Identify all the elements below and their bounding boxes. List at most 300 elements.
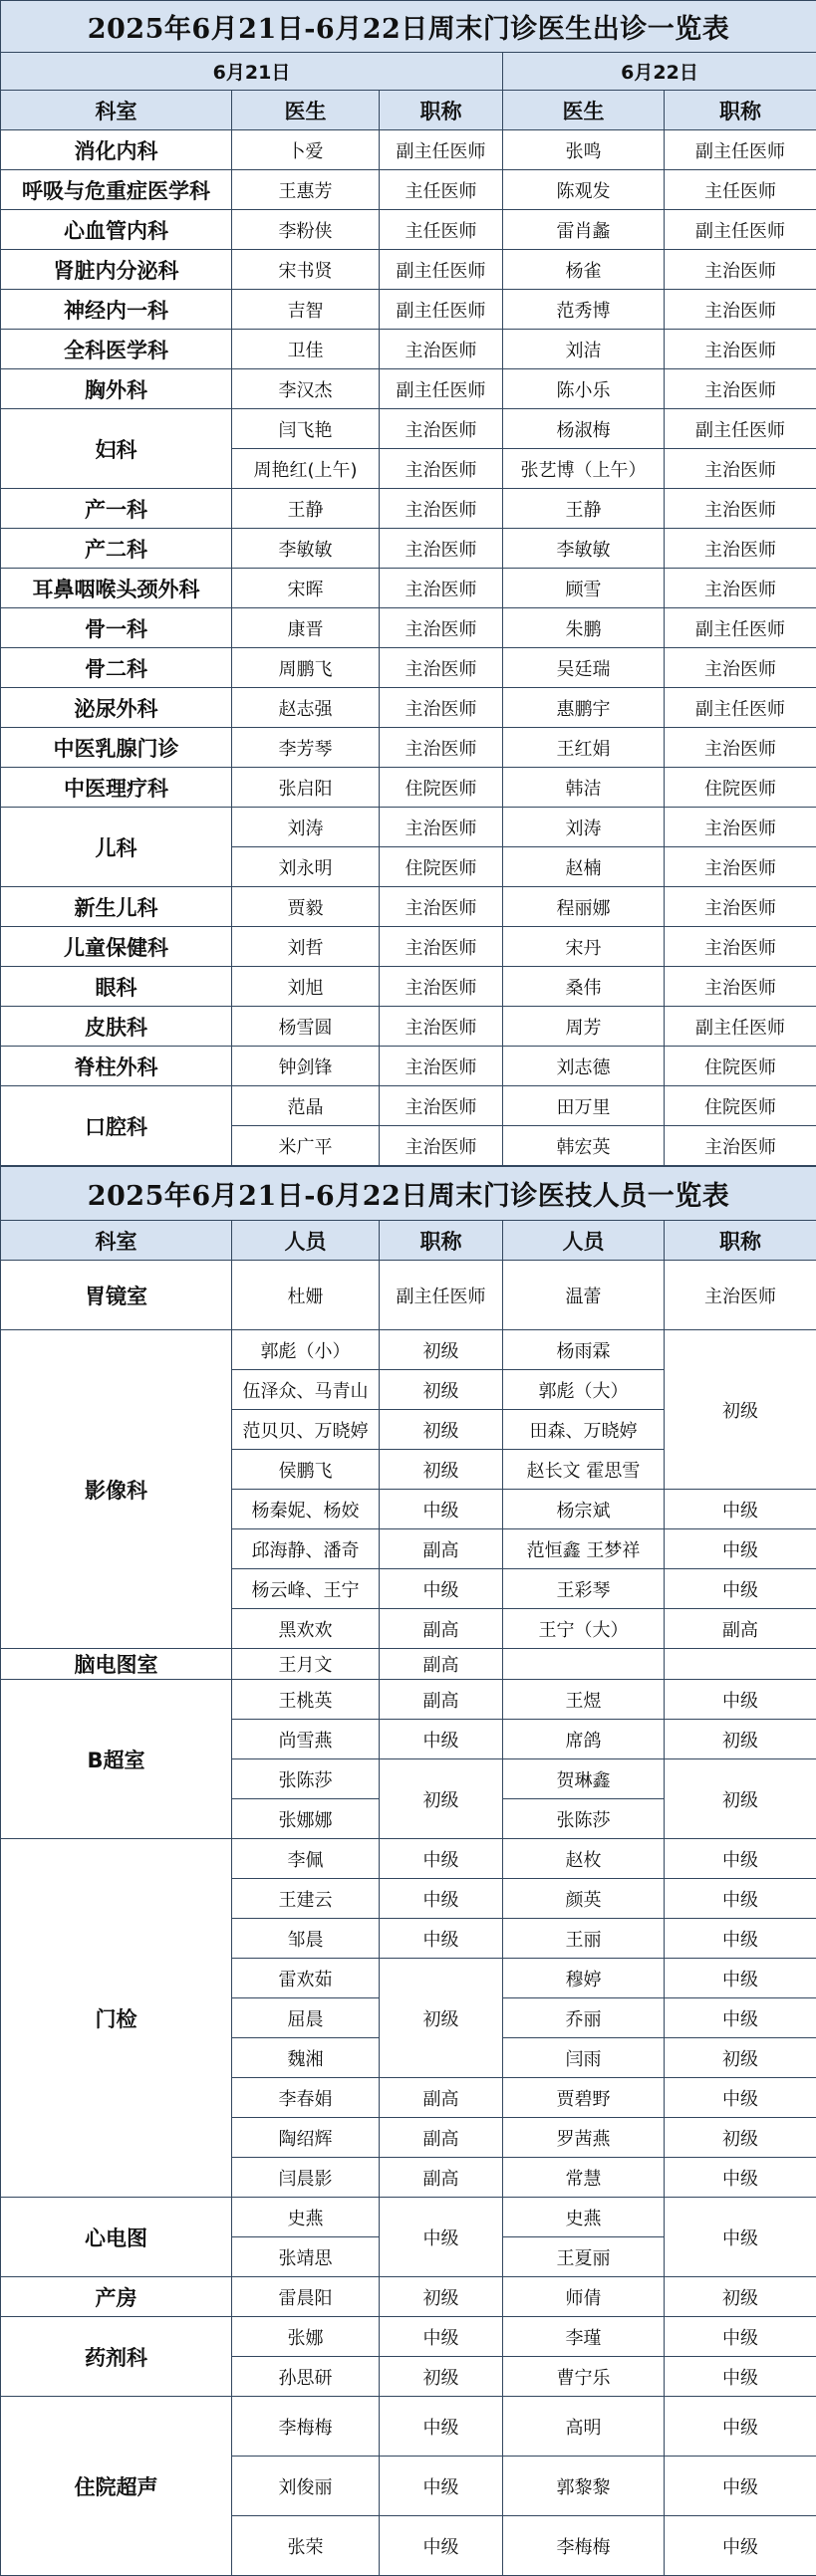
doctor-row — [1, 608, 816, 648]
doctor-name: 赵志强 — [232, 688, 380, 728]
doctor-row — [1, 529, 816, 569]
doctor-title: 主治医师 — [380, 409, 503, 449]
person-title: 初级 — [380, 2357, 503, 2397]
doctor-title: 主治医师 — [380, 330, 503, 369]
person-title: 中级 — [665, 2317, 816, 2357]
person-name: 常慧 — [503, 2158, 665, 2198]
person-name: 杨宗斌 — [503, 1490, 665, 1529]
doctor-name: 张启阳 — [232, 768, 380, 808]
person-name: 李春娟 — [232, 2078, 380, 2118]
person-title: 中级 — [380, 1919, 503, 1959]
person-title: 副高 — [380, 2078, 503, 2118]
dept-name: 产一科 — [1, 489, 232, 529]
doctor-row — [1, 250, 816, 290]
person-name: 贺琳鑫 — [503, 1759, 665, 1799]
person-name: 侯鹏飞 — [232, 1450, 380, 1490]
person-name: 赵枚 — [503, 1839, 665, 1879]
doctor-name: 刘涛 — [503, 808, 665, 847]
doctor-name: 赵楠 — [503, 847, 665, 887]
person-title: 初级 — [380, 1759, 503, 1839]
person-name: 王建云 — [232, 1879, 380, 1919]
doctor-name: 康晋 — [232, 608, 380, 648]
dept-name: 呼吸与危重症医学科 — [1, 170, 232, 210]
dept-name: 骨二科 — [1, 648, 232, 688]
doctor-schedule-table — [0, 0, 816, 1166]
person-title: 副高 — [380, 1649, 503, 1680]
header-title: 职称 — [380, 1221, 503, 1261]
doctor-name: 杨雀 — [503, 250, 665, 290]
person-title: 中级 — [380, 2317, 503, 2357]
doctor-row — [1, 927, 816, 967]
doctor-name: 宋丹 — [503, 927, 665, 967]
tech-row — [1, 1680, 816, 1720]
person-title: 中级 — [380, 1879, 503, 1919]
person-title: 初级 — [380, 1959, 503, 2078]
person-title: 中级 — [665, 1839, 816, 1879]
doctor-row — [1, 808, 816, 847]
person-name: 范贝贝、万晓婷 — [232, 1410, 380, 1450]
doctor-title: 主治医师 — [380, 1047, 503, 1086]
person-name: 史燕 — [503, 2198, 665, 2237]
doctor-name: 卫佳 — [232, 330, 380, 369]
person-name: 王丽 — [503, 1919, 665, 1959]
person-name: 闫雨 — [503, 2038, 665, 2078]
person-title: 中级 — [380, 1569, 503, 1609]
person-name: 黑欢欢 — [232, 1609, 380, 1649]
doctor-title: 主治医师 — [665, 489, 816, 529]
person-name: 雷晨阳 — [232, 2277, 380, 2317]
person-title: 中级 — [665, 2357, 816, 2397]
doctor-title: 主治医师 — [665, 449, 816, 489]
doctor-title: 副主任医师 — [380, 250, 503, 290]
person-name: 李梅梅 — [232, 2397, 380, 2457]
header-person: 人员 — [232, 1221, 380, 1261]
doctor-name: 李敏敏 — [503, 529, 665, 569]
doctor-row — [1, 688, 816, 728]
doctor-row — [1, 170, 816, 210]
person-title: 中级 — [380, 1839, 503, 1879]
doctor-title: 副主任医师 — [665, 688, 816, 728]
person-title: 初级 — [380, 1330, 503, 1370]
dept-name: 影像科 — [1, 1330, 232, 1649]
doctor-name: 刘志德 — [503, 1047, 665, 1086]
person-name: 刘俊丽 — [232, 2457, 380, 2516]
doctor-name: 刘哲 — [232, 927, 380, 967]
doctor-title: 主治医师 — [380, 1126, 503, 1166]
doctor-title: 主治医师 — [380, 1086, 503, 1126]
person-name: 师倩 — [503, 2277, 665, 2317]
person-name: 陶绍辉 — [232, 2118, 380, 2158]
person-name: 杨云峰、王宁 — [232, 1569, 380, 1609]
doctor-title: 主治医师 — [665, 250, 816, 290]
doctor-title: 主治医师 — [665, 369, 816, 409]
dept-name: 妇科 — [1, 409, 232, 489]
header-doctor: 医生 — [503, 91, 665, 130]
person-title: 初级 — [665, 1330, 816, 1490]
doctor-row — [1, 1086, 816, 1126]
person-title: 中级 — [665, 1879, 816, 1919]
dept-name: 门检 — [1, 1839, 232, 2198]
person-title: 初级 — [665, 2277, 816, 2317]
doctor-row — [1, 330, 816, 369]
doctor-name: 钟剑锋 — [232, 1047, 380, 1086]
doctor-row — [1, 768, 816, 808]
person-name: 杨雨霖 — [503, 1330, 665, 1370]
person-name: 穆婷 — [503, 1959, 665, 1998]
person-title: 中级 — [380, 1490, 503, 1529]
dept-name: B超室 — [1, 1680, 232, 1839]
doctor-row — [1, 489, 816, 529]
doctor-row — [1, 409, 816, 449]
doctor-name: 顾雪 — [503, 569, 665, 608]
person-title: 初级 — [380, 1450, 503, 1490]
person-title: 中级 — [665, 2158, 816, 2198]
doctor-name: 雷肖蠡 — [503, 210, 665, 250]
header-title: 职称 — [665, 1221, 816, 1261]
doctor-name: 贾毅 — [232, 887, 380, 927]
doctor-name: 王静 — [503, 489, 665, 529]
doctor-row — [1, 369, 816, 409]
doctor-title: 副主任医师 — [380, 290, 503, 330]
person-title: 中级 — [665, 1919, 816, 1959]
doctor-name: 田万里 — [503, 1086, 665, 1126]
dept-name: 住院超声 — [1, 2397, 232, 2576]
dept-name: 心血管内科 — [1, 210, 232, 250]
person-title: 中级 — [380, 2397, 503, 2457]
doctor-title: 主治医师 — [380, 927, 503, 967]
dept-name: 脊柱外科 — [1, 1047, 232, 1086]
doctor-name: 闫飞艳 — [232, 409, 380, 449]
dept-name: 骨一科 — [1, 608, 232, 648]
person-name: 颜英 — [503, 1879, 665, 1919]
dept-name: 消化内科 — [1, 130, 232, 170]
title-row — [1, 1167, 816, 1221]
person-name: 李梅梅 — [503, 2516, 665, 2576]
person-name: 范恒鑫 王梦祥 — [503, 1529, 665, 1569]
header-dept: 科室 — [1, 1221, 232, 1261]
dept-name: 胃镜室 — [1, 1261, 232, 1330]
dept-name: 新生儿科 — [1, 887, 232, 927]
doctor-row — [1, 887, 816, 927]
dept-name: 口腔科 — [1, 1086, 232, 1166]
doctor-name: 李粉侠 — [232, 210, 380, 250]
person-title: 中级 — [665, 1569, 816, 1609]
doctor-title: 主治医师 — [380, 608, 503, 648]
doctor-row — [1, 569, 816, 608]
tech-row — [1, 1261, 816, 1330]
doctor-title: 主治医师 — [665, 847, 816, 887]
doctor-row — [1, 130, 816, 170]
person-title: 副高 — [380, 2158, 503, 2198]
person-name: 席鸽 — [503, 1720, 665, 1759]
person-name: 魏湘 — [232, 2038, 380, 2078]
doctor-name: 张艺博（上午） — [503, 449, 665, 489]
person-title: 中级 — [665, 2457, 816, 2516]
person-title: 初级 — [665, 2118, 816, 2158]
person-name: 雷欢茹 — [232, 1959, 380, 1998]
doctor-title: 副主任医师 — [665, 210, 816, 250]
person-name: 郭黎黎 — [503, 2457, 665, 2516]
dept-name: 皮肤科 — [1, 1007, 232, 1047]
doctor-title: 主治医师 — [380, 688, 503, 728]
person-name: 杜姗 — [232, 1261, 380, 1330]
doctor-name: 桑伟 — [503, 967, 665, 1007]
doctor-table-title: 2025年6月21日-6月22日周末门诊医生出诊一览表 — [1, 1, 816, 53]
person-title: 副高 — [380, 2118, 503, 2158]
person-title: 中级 — [665, 1959, 816, 1998]
doctor-name: 韩宏英 — [503, 1126, 665, 1166]
doctor-title: 主治医师 — [380, 1007, 503, 1047]
dept-name: 胸外科 — [1, 369, 232, 409]
person-title: 中级 — [380, 2516, 503, 2576]
doctor-title: 主治医师 — [380, 449, 503, 489]
doctor-title: 副主任医师 — [665, 409, 816, 449]
doctor-title: 副主任医师 — [665, 608, 816, 648]
person-title: 中级 — [665, 1998, 816, 2038]
person-name: 张陈莎 — [503, 1799, 665, 1839]
person-name: 张娜娜 — [232, 1799, 380, 1839]
doctor-name: 吴廷瑞 — [503, 648, 665, 688]
doctor-title: 主治医师 — [380, 529, 503, 569]
person-title: 副主任医师 — [380, 1261, 503, 1330]
header-dept: 科室 — [1, 91, 232, 130]
tech-row — [1, 2317, 816, 2357]
doctor-name: 陈观发 — [503, 170, 665, 210]
person-title: 初级 — [380, 1370, 503, 1410]
doctor-name: 韩洁 — [503, 768, 665, 808]
person-title: 中级 — [380, 2198, 503, 2277]
doctor-title: 主治医师 — [380, 648, 503, 688]
header-doctor: 医生 — [232, 91, 380, 130]
person-title: 初级 — [665, 1759, 816, 1839]
doctor-name: 李芳琴 — [232, 728, 380, 768]
person-name: 李佩 — [232, 1839, 380, 1879]
person-name: 王月文 — [232, 1649, 380, 1680]
doctor-name: 刘旭 — [232, 967, 380, 1007]
doctor-title: 副主任医师 — [380, 369, 503, 409]
person-title: 副高 — [380, 1529, 503, 1569]
dept-name: 心电图 — [1, 2198, 232, 2277]
tech-row — [1, 2198, 816, 2237]
person-title: 初级 — [665, 1720, 816, 1759]
doctor-row — [1, 967, 816, 1007]
doctor-name: 周芳 — [503, 1007, 665, 1047]
person-name: 张娜 — [232, 2317, 380, 2357]
dept-name: 肾脏内分泌科 — [1, 250, 232, 290]
person-name: 郭彪（大） — [503, 1370, 665, 1410]
person-name: 王彩琴 — [503, 1569, 665, 1609]
doctor-title: 主治医师 — [665, 529, 816, 569]
tech-row — [1, 2277, 816, 2317]
person-name: 张靖思 — [232, 2237, 380, 2277]
doctor-title: 主治医师 — [665, 808, 816, 847]
doctor-title: 主治医师 — [380, 489, 503, 529]
person-name: 王宁（大） — [503, 1609, 665, 1649]
person-name: 曹宁乐 — [503, 2357, 665, 2397]
person-name: 屈晨 — [232, 1998, 380, 2038]
person-title — [665, 1649, 816, 1680]
header-row — [1, 91, 816, 130]
person-name: 王桃英 — [232, 1680, 380, 1720]
person-title: 副高 — [380, 1680, 503, 1720]
doctor-name: 米广平 — [232, 1126, 380, 1166]
person-name — [503, 1649, 665, 1680]
dept-name: 神经内一科 — [1, 290, 232, 330]
doctor-title: 主治医师 — [380, 967, 503, 1007]
header-person: 人员 — [503, 1221, 665, 1261]
person-name: 王煜 — [503, 1680, 665, 1720]
doctor-title: 主治医师 — [380, 569, 503, 608]
doctor-title: 住院医师 — [380, 847, 503, 887]
doctor-title: 主治医师 — [380, 728, 503, 768]
person-name: 杨秦妮、杨姣 — [232, 1490, 380, 1529]
tech-row — [1, 1839, 816, 1879]
doctor-title: 主任医师 — [380, 170, 503, 210]
doctor-title: 主治医师 — [665, 927, 816, 967]
doctor-name: 宋晖 — [232, 569, 380, 608]
date-row — [1, 53, 816, 91]
doctor-row — [1, 1007, 816, 1047]
doctor-row — [1, 210, 816, 250]
person-name: 高明 — [503, 2397, 665, 2457]
person-name: 史燕 — [232, 2198, 380, 2237]
person-name: 邹晨 — [232, 1919, 380, 1959]
dept-name: 脑电图室 — [1, 1649, 232, 1680]
person-title: 副高 — [665, 1609, 816, 1649]
dept-name: 儿科 — [1, 808, 232, 887]
person-name: 郭彪（小） — [232, 1330, 380, 1370]
tech-row — [1, 2397, 816, 2457]
person-title: 副高 — [380, 1609, 503, 1649]
person-title: 中级 — [665, 1490, 816, 1529]
doctor-name: 吉智 — [232, 290, 380, 330]
title-row — [1, 1, 816, 53]
doctor-title: 主治医师 — [665, 967, 816, 1007]
doctor-name: 宋书贤 — [232, 250, 380, 290]
dept-name: 中医理疗科 — [1, 768, 232, 808]
date-day2: 6月22日 — [503, 53, 816, 91]
doctor-row — [1, 290, 816, 330]
dept-name: 耳鼻咽喉头颈外科 — [1, 569, 232, 608]
doctor-title: 主治医师 — [665, 569, 816, 608]
doctor-row — [1, 728, 816, 768]
doctor-title: 主治医师 — [665, 648, 816, 688]
doctor-name: 刘永明 — [232, 847, 380, 887]
doctor-title: 主治医师 — [665, 728, 816, 768]
doctor-name: 卜爱 — [232, 130, 380, 170]
doctor-title: 主治医师 — [665, 330, 816, 369]
person-name: 伍泽众、马青山 — [232, 1370, 380, 1410]
date-day1: 6月21日 — [1, 53, 503, 91]
dept-name: 眼科 — [1, 967, 232, 1007]
dept-name: 儿童保健科 — [1, 927, 232, 967]
doctor-row — [1, 1047, 816, 1086]
person-name: 孙思研 — [232, 2357, 380, 2397]
dept-name: 中医乳腺门诊 — [1, 728, 232, 768]
tech-staff-table — [0, 1166, 816, 2576]
person-name: 赵长文 霍思雪 — [503, 1450, 665, 1490]
person-title: 中级 — [665, 2198, 816, 2277]
tech-row — [1, 1649, 816, 1680]
doctor-name: 张鸣 — [503, 130, 665, 170]
person-name: 李瑾 — [503, 2317, 665, 2357]
doctor-title: 主治医师 — [380, 808, 503, 847]
person-name: 贾碧野 — [503, 2078, 665, 2118]
doctor-title: 副主任医师 — [665, 1007, 816, 1047]
doctor-title: 主任医师 — [665, 170, 816, 210]
doctor-name: 惠鹏宇 — [503, 688, 665, 728]
person-title: 中级 — [665, 2078, 816, 2118]
doctor-name: 王惠芳 — [232, 170, 380, 210]
doctor-name: 李敏敏 — [232, 529, 380, 569]
tech-table-title: 2025年6月21日-6月22日周末门诊医技人员一览表 — [1, 1167, 816, 1221]
doctor-row — [1, 648, 816, 688]
person-name: 张陈莎 — [232, 1759, 380, 1799]
doctor-title: 副主任医师 — [665, 130, 816, 170]
person-name: 邱海静、潘奇 — [232, 1529, 380, 1569]
doctor-name: 范晶 — [232, 1086, 380, 1126]
doctor-name: 杨淑梅 — [503, 409, 665, 449]
dept-name: 全科医学科 — [1, 330, 232, 369]
person-title: 主治医师 — [665, 1261, 816, 1330]
person-title: 初级 — [380, 2277, 503, 2317]
person-name: 闫晨影 — [232, 2158, 380, 2198]
doctor-title: 主治医师 — [380, 887, 503, 927]
doctor-name: 范秀博 — [503, 290, 665, 330]
doctor-title: 主任医师 — [380, 210, 503, 250]
person-title: 中级 — [665, 1680, 816, 1720]
header-row — [1, 1221, 816, 1261]
doctor-name: 朱鹏 — [503, 608, 665, 648]
dept-name: 药剂科 — [1, 2317, 232, 2397]
doctor-name: 王静 — [232, 489, 380, 529]
dept-name: 泌尿外科 — [1, 688, 232, 728]
person-name: 王夏丽 — [503, 2237, 665, 2277]
person-title: 中级 — [380, 2457, 503, 2516]
doctor-name: 陈小乐 — [503, 369, 665, 409]
person-name: 田森、万晓婷 — [503, 1410, 665, 1450]
tech-row — [1, 1330, 816, 1370]
person-title: 中级 — [380, 1720, 503, 1759]
dept-name: 产二科 — [1, 529, 232, 569]
doctor-name: 程丽娜 — [503, 887, 665, 927]
doctor-title: 住院医师 — [380, 768, 503, 808]
doctor-title: 住院医师 — [665, 768, 816, 808]
person-name: 温蕾 — [503, 1261, 665, 1330]
doctor-title: 住院医师 — [665, 1047, 816, 1086]
doctor-name: 王红娟 — [503, 728, 665, 768]
person-title: 初级 — [665, 2038, 816, 2078]
person-title: 中级 — [665, 2397, 816, 2457]
doctor-name: 周艳红(上午) — [232, 449, 380, 489]
doctor-name: 杨雪圆 — [232, 1007, 380, 1047]
doctor-title: 副主任医师 — [380, 130, 503, 170]
dept-name: 产房 — [1, 2277, 232, 2317]
doctor-name: 刘洁 — [503, 330, 665, 369]
person-title: 中级 — [665, 2516, 816, 2576]
doctor-title: 主治医师 — [665, 887, 816, 927]
doctor-name: 李汉杰 — [232, 369, 380, 409]
person-name: 尚雪燕 — [232, 1720, 380, 1759]
person-name: 罗茜燕 — [503, 2118, 665, 2158]
person-name: 乔丽 — [503, 1998, 665, 2038]
person-title: 初级 — [380, 1410, 503, 1450]
doctor-name: 周鹏飞 — [232, 648, 380, 688]
doctor-title: 主治医师 — [665, 290, 816, 330]
doctor-name: 刘涛 — [232, 808, 380, 847]
person-name: 张荣 — [232, 2516, 380, 2576]
header-title: 职称 — [380, 91, 503, 130]
